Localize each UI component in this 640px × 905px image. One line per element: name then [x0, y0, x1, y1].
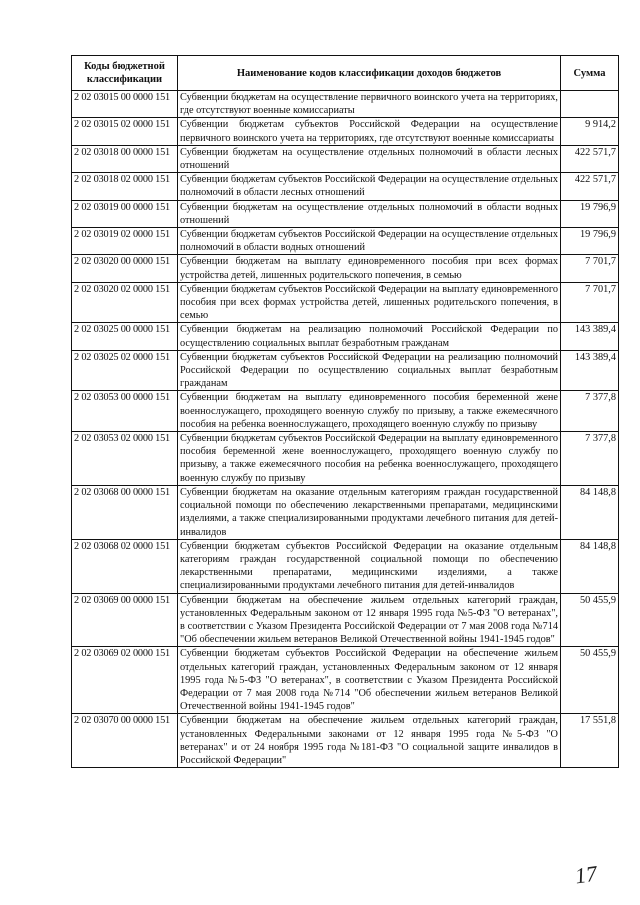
row-name: Субвенции бюджетам на выплату единовременного пособия беременной жене военнослужащего, проходящего военную службу по призыву, а также ежемесячного пособия на ребенка военнослужащего, проходящего военную службу по призыву	[178, 391, 561, 432]
row-sum: 7 377,8	[561, 432, 619, 486]
row-name: Субвенции бюджетам на обеспечение жильем отдельных категорий граждан, установленных Федеральным законом от 12 января 1995 года №5-ФЗ "О ветеранах", в соответствии с Указом Президента Российской Федерации от 7 мая 2008 года №714 "Об обеспечении жильем ветеранов Великой Отечественной войны 1941-1945 годов"	[178, 593, 561, 647]
row-name: Субвенции бюджетам на оказание отдельным категориям граждан государственной социальной помощи по обеспечению лекарственными препаратами, медицинскими изделиями, а также специализированными продуктами лечебного питания для детей-инвалидов	[178, 485, 561, 539]
row-sum: 84 148,8	[561, 485, 619, 539]
row-name: Субвенции бюджетам на осуществление отдельных полномочий в области водных отношений	[178, 200, 561, 227]
table-row	[72, 714, 619, 768]
row-sum: 9 914,2	[561, 118, 619, 145]
row-sum: 422 571,7	[561, 145, 619, 172]
row-sum: 84 148,8	[561, 539, 619, 593]
row-name: Субвенции бюджетам субъектов Российской Федерации на выплату единовременного пособия беременной жене военнослужащего, проходящего военную службу по призыву, а также ежемесячного пособия на ребенка военнослужащего, проходящего военную службу по призыву	[178, 432, 561, 486]
row-sum: 143 389,4	[561, 323, 619, 350]
row-name: Субвенции бюджетам на реализацию полномочий Российской Федерации по осуществлению социальных выплат безработным гражданам	[178, 323, 561, 350]
header-name: Наименование кодов классификации доходов бюджетов	[178, 56, 561, 91]
table-row	[72, 432, 619, 486]
row-code: 2 02 03015 00 0000 151	[72, 91, 178, 118]
table-row	[72, 391, 619, 432]
row-sum: 7 377,8	[561, 391, 619, 432]
table-row	[72, 282, 619, 323]
row-sum: 143 389,4	[561, 350, 619, 391]
row-code: 2 02 03053 02 0000 151	[72, 432, 178, 486]
row-sum: 7 701,7	[561, 282, 619, 323]
row-code: 2 02 03068 00 0000 151	[72, 485, 178, 539]
table-row	[72, 91, 619, 118]
table-header-row	[72, 56, 619, 91]
table-row	[72, 539, 619, 593]
table-row	[72, 593, 619, 647]
row-name: Субвенции бюджетам субъектов Российской Федерации на осуществление отдельных полномочий в области лесных отношений	[178, 173, 561, 200]
table-row	[72, 350, 619, 391]
row-name: Субвенции бюджетам на выплату единовременного пособия при всех формах устройства детей, лишенных родительского попечения, в семью	[178, 255, 561, 282]
table-row	[72, 485, 619, 539]
row-name: Субвенции бюджетам субъектов Российской Федерации на реализацию полномочий Российской Федерации по осуществлению социальных выплат безработным гражданам	[178, 350, 561, 391]
row-code: 2 02 03019 02 0000 151	[72, 228, 178, 255]
header-code: Коды бюджетной классификации	[72, 56, 178, 91]
row-code: 2 02 03069 00 0000 151	[72, 593, 178, 647]
row-name: Субвенции бюджетам субъектов Российской Федерации на выплату единовременного пособия при всех формах устройства детей, лишенных родительского попечения, в семью	[178, 282, 561, 323]
row-code: 2 02 03070 00 0000 151	[72, 714, 178, 768]
row-sum: 17 551,8	[561, 714, 619, 768]
row-code: 2 02 03019 00 0000 151	[72, 200, 178, 227]
table-row	[72, 255, 619, 282]
row-sum: 50 455,9	[561, 647, 619, 714]
row-name: Субвенции бюджетам на осуществление отдельных полномочий в области лесных отношений	[178, 145, 561, 172]
page-number: 17	[573, 860, 599, 889]
row-sum: 19 796,9	[561, 200, 619, 227]
header-sum: Сумма	[561, 56, 619, 91]
row-code: 2 02 03015 02 0000 151	[72, 118, 178, 145]
row-code: 2 02 03018 02 0000 151	[72, 173, 178, 200]
row-name: Субвенции бюджетам субъектов Российской Федерации на оказание отдельным категориям граждан государственной социальной помощи по обеспечению лекарственными препаратами, медицинскими изделиями, а также специализированными продуктами лечебного питания для детей-инвалидов	[178, 539, 561, 593]
row-code: 2 02 03068 02 0000 151	[72, 539, 178, 593]
row-name: Субвенции бюджетам субъектов Российской Федерации на осуществление первичного воинского учета на территориях, где отсутствуют военные комиссариаты	[178, 118, 561, 145]
row-sum: 19 796,9	[561, 228, 619, 255]
row-name: Субвенции бюджетам на обеспечение жильем отдельных категорий граждан, установленных Федеральными законами от 12 января 1995 года №5-ФЗ "О ветеранах" и от 24 ноября 1995 года №181-ФЗ "О социальной защите инвалидов в Российской Федерации"	[178, 714, 561, 768]
row-name: Субвенции бюджетам субъектов Российской Федерации на осуществление отдельных полномочий в области водных отношений	[178, 228, 561, 255]
row-code: 2 02 03020 02 0000 151	[72, 282, 178, 323]
table-row	[72, 118, 619, 145]
row-code: 2 02 03018 00 0000 151	[72, 145, 178, 172]
row-code: 2 02 03025 00 0000 151	[72, 323, 178, 350]
row-code: 2 02 03053 00 0000 151	[72, 391, 178, 432]
row-sum: 422 571,7	[561, 173, 619, 200]
table-row	[72, 323, 619, 350]
row-code: 2 02 03069 02 0000 151	[72, 647, 178, 714]
row-sum	[561, 91, 619, 118]
row-name: Субвенции бюджетам на осуществление первичного воинского учета на территориях, где отсутствуют военные комиссариаты	[178, 91, 561, 118]
table-row	[72, 647, 619, 714]
table-row	[72, 228, 619, 255]
row-sum: 50 455,9	[561, 593, 619, 647]
budget-revenue-table	[71, 55, 619, 768]
row-name: Субвенции бюджетам субъектов Российской Федерации на обеспечение жильем отдельных категорий граждан, установленных Федеральным законом от 12 января 1995 года №5-ФЗ "О ветеранах", в соответствии с Указом Президента Российской Федерации от 7 мая 2008 года №714 "Об обеспечении жильем ветеранов Великой Отечественной войны 1941-1945 годов"	[178, 647, 561, 714]
table-row	[72, 145, 619, 172]
table-row	[72, 173, 619, 200]
row-sum: 7 701,7	[561, 255, 619, 282]
row-code: 2 02 03020 00 0000 151	[72, 255, 178, 282]
row-code: 2 02 03025 02 0000 151	[72, 350, 178, 391]
table-row	[72, 200, 619, 227]
